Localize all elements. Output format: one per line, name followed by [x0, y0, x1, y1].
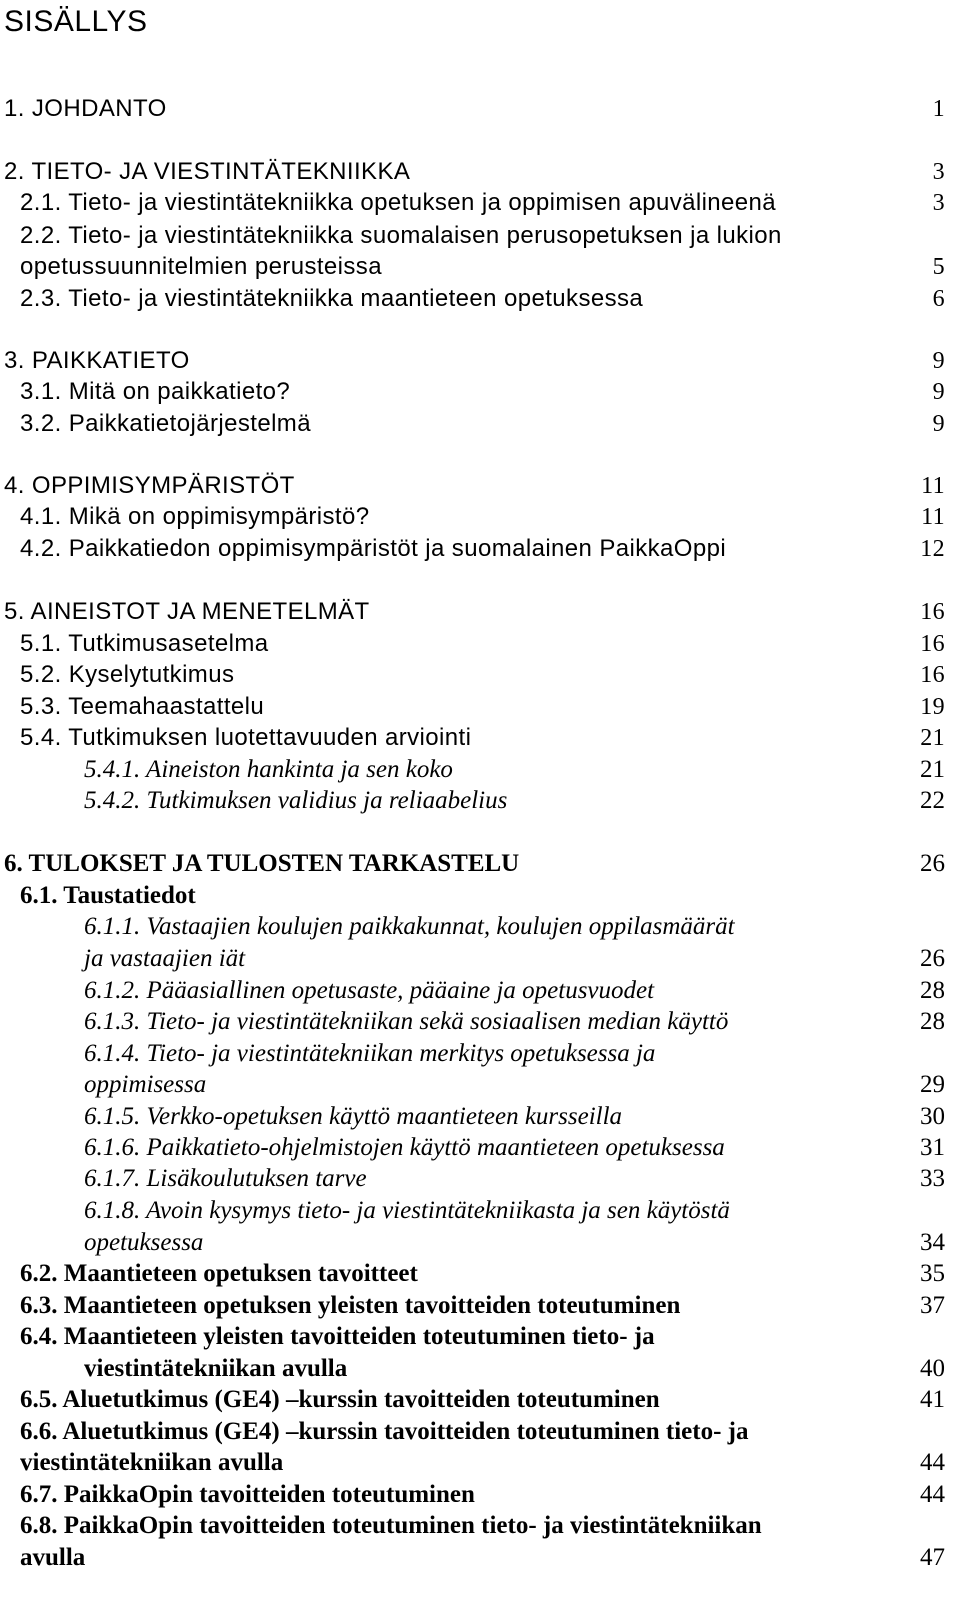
toc-entry-title: 5.4.1. Aineiston hankinta ja sen koko — [84, 756, 453, 783]
toc-entry — [0, 1542, 945, 1574]
toc-entry-title: 6.1. Taustatiedot — [20, 882, 196, 909]
toc-entry-title: 3.2. Paikkatietojärjestelmä — [20, 410, 311, 437]
toc-entry-page-number: 9 — [932, 379, 945, 405]
toc-entry — [0, 659, 945, 691]
toc-entry-page-number: 21 — [920, 725, 945, 751]
toc-entry-title: 2. TIETO- JA VIESTINTÄTEKNIIKKA — [4, 158, 411, 185]
toc-entry — [0, 1290, 945, 1322]
toc-entry — [0, 1101, 945, 1133]
toc-entry — [0, 345, 945, 377]
toc-entry-page-number: 9 — [932, 411, 945, 437]
toc-entry — [0, 1038, 945, 1070]
toc-entry-title: 4. OPPIMISYMPÄRISTÖT — [4, 472, 295, 499]
toc-entry-page-number: 47 — [920, 1544, 945, 1571]
toc-entry-page-number: 37 — [920, 1292, 945, 1319]
toc-entry — [0, 1258, 945, 1290]
toc-entry-title: 6.7. PaikkaOpin tavoitteiden toteutuminen — [20, 1481, 475, 1508]
toc-entry-title: 5.4.2. Tutkimuksen validius ja reliaabelius — [84, 787, 508, 814]
toc-entry-page-number: 11 — [921, 473, 945, 499]
toc-entry — [0, 376, 945, 408]
toc-entry — [0, 1510, 945, 1542]
toc-entry-title: 5.1. Tutkimusasetelma — [20, 630, 269, 657]
toc-entry-page-number: 21 — [920, 756, 945, 783]
toc-entry — [0, 1416, 945, 1448]
toc-entry — [0, 628, 945, 660]
toc-entry-title: 4.2. Paikkatiedon oppimisympäristöt ja suomalainen PaikkaOppi — [20, 535, 727, 562]
toc-entry — [0, 156, 945, 188]
toc-entry-page-number: 40 — [920, 1355, 945, 1382]
toc-entry — [0, 408, 945, 440]
toc-entry-page-number: 26 — [920, 945, 945, 972]
toc-entry — [0, 220, 945, 252]
toc-entry — [0, 187, 945, 219]
toc-entry-title: 6.1.3. Tieto- ja viestintätekniikan sekä sosiaalisen median käyttö — [84, 1008, 729, 1035]
toc-entry-page-number: 5 — [932, 254, 945, 280]
toc-entry-page-number: 26 — [920, 850, 945, 877]
toc-entry — [0, 975, 945, 1007]
toc-entry-page-number: 9 — [932, 348, 945, 374]
toc-entry-title: 1. JOHDANTO — [4, 95, 167, 122]
toc-entry — [0, 1227, 945, 1259]
toc-entry-title: 2.1. Tieto- ja viestintätekniikka opetuksen ja oppimisen apuvälineenä — [20, 189, 777, 216]
toc-entry — [0, 1447, 945, 1479]
toc-entry — [0, 1006, 945, 1038]
toc-entry — [0, 880, 945, 912]
toc-entry — [0, 848, 945, 880]
toc-entry — [0, 1479, 945, 1511]
toc-entry — [0, 691, 945, 723]
toc-entry — [0, 1069, 945, 1101]
toc-entry-title: 6.1.4. Tieto- ja viestintätekniikan merkitys opetuksessa ja — [84, 1040, 656, 1067]
toc-entry-page-number: 33 — [920, 1165, 945, 1192]
toc-entry-page-number: 34 — [920, 1229, 945, 1256]
toc-entry — [0, 1384, 945, 1416]
toc-entry-title: 2.2. Tieto- ja viestintätekniikka suomalaisen perusopetuksen ja lukion — [20, 222, 782, 249]
toc-entry-page-number: 41 — [920, 1386, 945, 1413]
toc-entry — [0, 501, 945, 533]
toc-entry-title: 5.3. Teemahaastattelu — [20, 693, 265, 720]
toc-entry-title: 5. AINEISTOT JA MENETELMÄT — [4, 598, 370, 625]
toc-entry — [0, 251, 945, 283]
toc-entry-page-number: 22 — [920, 787, 945, 814]
toc-entry — [0, 785, 945, 817]
toc-entry-page-number: 16 — [920, 662, 945, 688]
toc-entry-title: 6.1.1. Vastaajien koulujen paikkakunnat, koulujen oppilasmäärät — [84, 913, 735, 940]
toc-entry-title: 5.2. Kyselytutkimus — [20, 661, 235, 688]
toc-entry-title: avulla — [20, 1544, 86, 1571]
toc-entry-title: 6.1.2. Pääasiallinen opetusaste, pääaine ja opetusvuodet — [84, 977, 655, 1004]
toc-entry-title: 6.1.8. Avoin kysymys tieto- ja viestintätekniikasta ja sen käytöstä — [84, 1197, 730, 1224]
toc-entry — [0, 1163, 945, 1195]
toc-entry-page-number: 44 — [920, 1449, 945, 1476]
toc-entry-title: 5.4. Tutkimuksen luotettavuuden arviointi — [20, 724, 472, 751]
toc-entry-title: 6.1.6. Paikkatieto-ohjelmistojen käyttö maantieteen opetuksessa — [84, 1134, 725, 1161]
toc-entry — [0, 722, 945, 754]
toc-entry — [0, 283, 945, 315]
toc-entry-title: opetuksessa — [84, 1229, 204, 1256]
toc-entry-page-number: 1 — [932, 96, 945, 122]
toc-entry-page-number: 16 — [920, 599, 945, 625]
toc-entry — [0, 911, 945, 943]
toc-entry-title: opetussuunnitelmien perusteissa — [20, 253, 382, 280]
toc-entry-title: oppimisessa — [84, 1071, 207, 1098]
toc-entry-page-number: 11 — [921, 504, 945, 530]
toc-entry — [0, 470, 945, 502]
toc-entry-page-number: 28 — [920, 1008, 945, 1035]
toc-entry-page-number: 29 — [920, 1071, 945, 1098]
toc-entry — [0, 943, 945, 975]
toc-entry-page-number: 16 — [920, 631, 945, 657]
toc-entry-title: 2.3. Tieto- ja viestintätekniikka maantieteen opetuksessa — [20, 285, 644, 312]
toc-entry-page-number: 31 — [920, 1134, 945, 1161]
toc-entry-title: 3. PAIKKATIETO — [4, 347, 190, 374]
toc-entry — [0, 596, 945, 628]
toc-entry — [0, 754, 945, 786]
toc-entry-title: 6.8. PaikkaOpin tavoitteiden toteutuminen tieto- ja viestintätekniikan — [20, 1512, 762, 1539]
toc-entry-page-number: 44 — [920, 1481, 945, 1508]
toc-entry — [0, 1353, 945, 1385]
toc-entry-title: 3.1. Mitä on paikkatieto? — [20, 378, 291, 405]
toc-entry — [0, 1132, 945, 1164]
toc-entry-title: 6.2. Maantieteen opetuksen tavoitteet — [20, 1260, 418, 1287]
toc-entry-title: 6.6. Aluetutkimus (GE4) –kurssin tavoitteiden toteutuminen tieto- ja — [20, 1418, 749, 1445]
toc-entry-page-number: 6 — [932, 286, 945, 312]
toc-entry-title: 6.1.7. Lisäkoulutuksen tarve — [84, 1165, 367, 1192]
toc-entry-page-number: 12 — [920, 536, 945, 562]
toc-entry-title: 6. TULOKSET JA TULOSTEN TARKASTELU — [4, 850, 520, 877]
toc-entry — [0, 1195, 945, 1227]
toc-entry — [0, 93, 945, 125]
toc-entry-title: 6.1.5. Verkko-opetuksen käyttö maantieteen kursseilla — [84, 1103, 623, 1130]
toc-entry — [0, 533, 945, 565]
toc-entry-title: viestintätekniikan avulla — [20, 1449, 284, 1476]
toc-entry-title: ja vastaajien iät — [84, 945, 246, 972]
page-title: SISÄLLYS — [4, 5, 148, 38]
toc-entry-page-number: 19 — [920, 694, 945, 720]
toc-entry-page-number: 3 — [932, 159, 945, 185]
toc-entry-title: 4.1. Mikä on oppimisympäristö? — [20, 503, 370, 530]
toc-entry-title: 6.5. Aluetutkimus (GE4) –kurssin tavoitteiden toteutuminen — [20, 1386, 660, 1413]
toc-entry — [0, 1321, 945, 1353]
toc-entry-page-number: 30 — [920, 1103, 945, 1130]
toc-entry-title: viestintätekniikan avulla — [84, 1355, 348, 1382]
toc-entry-page-number: 28 — [920, 977, 945, 1004]
toc-entry-title: 6.4. Maantieteen yleisten tavoitteiden toteutuminen tieto- ja — [20, 1323, 655, 1350]
toc-entry-page-number: 35 — [920, 1260, 945, 1287]
toc-entry-title: 6.3. Maantieteen opetuksen yleisten tavoitteiden toteutuminen — [20, 1292, 681, 1319]
toc-entry-page-number: 3 — [932, 190, 945, 216]
